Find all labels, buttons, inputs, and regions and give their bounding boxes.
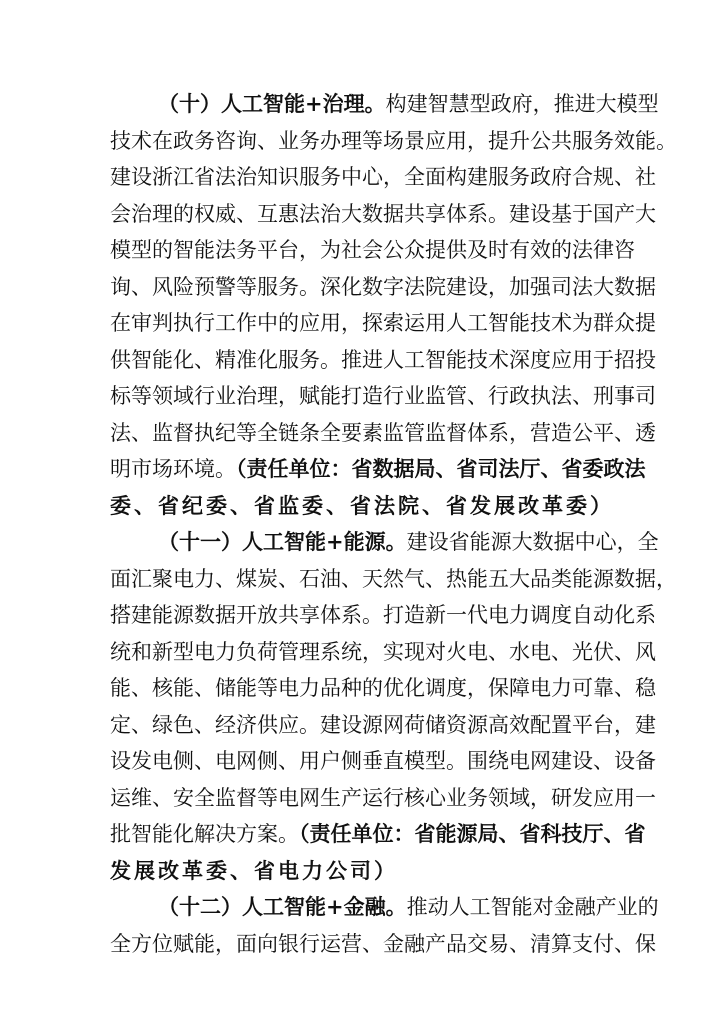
body-text: 统和新型电力负荷管理系统，实现对火电、水电、光伏、风 — [110, 639, 656, 664]
text-line — [110, 746, 656, 776]
text-line — [110, 856, 613, 886]
body-text: 询、风险预警等服务。深化数字法院建设，加强司法大数据 — [110, 274, 656, 299]
body-text: 运维、安全监督等电网生产运行核心业务领域，研发应用一 — [110, 785, 656, 810]
text-line — [158, 892, 659, 922]
body-text: 供智能化、精准化服务。推进人工智能技术深度应用于招投 — [110, 347, 656, 372]
text-line — [110, 308, 656, 338]
text-line — [110, 454, 646, 484]
text-line — [110, 199, 656, 229]
text-line — [110, 783, 656, 813]
bold-text: 发展改革委、省电力公司） — [110, 857, 398, 883]
body-text: 批智能化解决方案。 — [110, 822, 299, 846]
body-text: 面汇聚电力、煤炭、石油、天然气、热能五大品类能源数据， — [110, 566, 677, 591]
body-text: 建设省能源大数据中心，全 — [406, 530, 659, 554]
body-text: 搭建能源数据开放共享体系。打造新一代电力调度自动化系 — [110, 603, 656, 627]
body-text: 模型的智能法务平台，为社会公众提供及时有效的法律咨 — [110, 238, 635, 262]
bold-text: （十二）人工智能+金融。 — [158, 894, 407, 919]
text-line — [158, 527, 659, 557]
text-line — [110, 929, 656, 959]
bold-text: （十一）人工智能+能源。 — [158, 529, 407, 554]
body-text: 法、监督执纪等全链条全要素监管监督体系，营造公平、透 — [110, 420, 656, 445]
text-line — [110, 673, 656, 703]
text-line — [110, 418, 656, 448]
text-line — [158, 89, 659, 119]
text-line — [110, 491, 613, 521]
text-line — [110, 637, 656, 667]
bold-text: （十）人工智能+治理。 — [158, 91, 386, 116]
text-line — [110, 564, 677, 594]
body-text: 全方位赋能，面向银行运营、金融产品交易、清算支付、保 — [110, 931, 656, 956]
body-text: 标等领域行业治理，赋能打造行业监管、行政执法、刑事司 — [110, 384, 656, 408]
body-text: 明市场环境。 — [110, 457, 236, 481]
text-line — [110, 381, 656, 411]
body-text: 在审判执行工作中的应用，探索运用人工智能技术为群众提 — [110, 311, 656, 335]
text-line — [110, 600, 656, 630]
body-text: 建设浙江省法治知识服务中心，全面构建服务政府合规、社 — [110, 165, 656, 189]
text-line — [110, 235, 635, 265]
text-line — [110, 710, 656, 740]
body-text: 会治理的权威、互惠法治大数据共享体系。建设基于国产大 — [110, 201, 656, 226]
text-line — [110, 126, 677, 156]
bold-text: 委、省纪委、省监委、省法院、省发展改革委） — [110, 492, 614, 518]
body-text: 定、绿色、经济供应。建设源网荷储资源高效配置平台，建 — [110, 712, 656, 737]
body-text: 设发电侧、电网侧、用户侧垂直模型。围绕电网建设、设备 — [110, 749, 656, 773]
body-text: 能、核能、储能等电力品种的优化调度，保障电力可靠、稳 — [110, 676, 656, 700]
bold-text: （责任单位：省数据局、省司法厅、省委政法 — [236, 456, 646, 481]
text-line — [110, 162, 656, 192]
text-line — [110, 345, 656, 375]
bold-text: （责任单位：省能源局、省科技厅、省 — [299, 821, 646, 846]
body-text: 推动人工智能对金融产业的 — [406, 895, 659, 919]
text-line — [110, 272, 656, 302]
body-text: 技术在政务咨询、业务办理等场景应用，提升公共服务效能。 — [110, 128, 677, 153]
text-line — [110, 819, 646, 849]
body-text: 构建智慧型政府，推进大模型 — [385, 92, 659, 116]
